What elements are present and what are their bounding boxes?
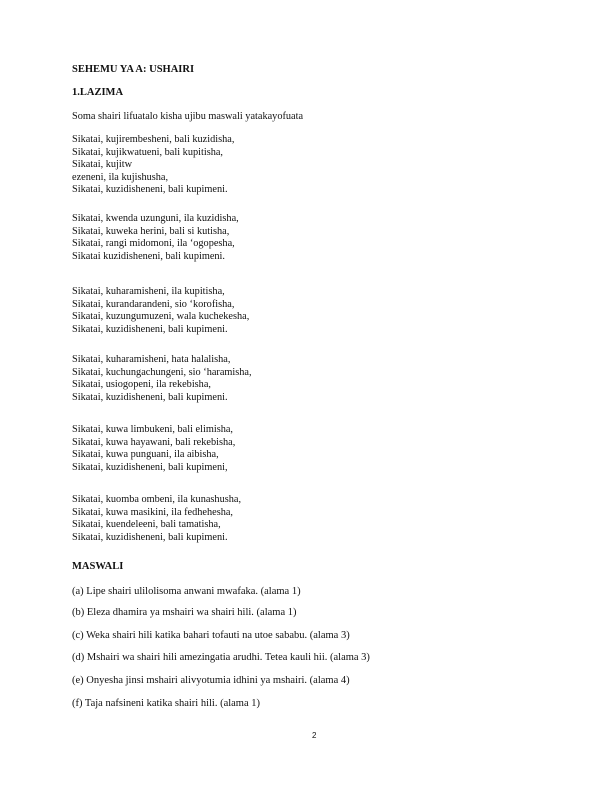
poem-line: Sikatai, kujitw: [72, 159, 133, 171]
question-item: (d) Mshairi wa shairi hili amezingatia arudhi. Tetea kauli hii. (alama 3): [72, 652, 370, 663]
instruction: Soma shairi lifuatalo kisha ujibu maswali yatakayofuata: [72, 111, 304, 122]
poem-line: Sikatai, kuomba ombeni, ila kunashusha,: [72, 494, 242, 505]
stanza: [72, 354, 252, 404]
poem-line: Sikatai, usiogopeni, ila rekebisha,: [72, 379, 211, 391]
section-title: SEHEMU YA A: USHAIRI: [72, 64, 195, 75]
poem-line: Sikatai, kwenda uzunguni, ila kuzidisha,: [72, 213, 239, 224]
poem-line: Sikatai kuzidisheneni, bali kupimeni.: [72, 250, 225, 262]
questions-title: MASWALI: [72, 561, 124, 572]
question-item: (b) Eleza dhamira ya mshairi wa shairi hili. (alama 1): [72, 607, 297, 618]
stanza: [72, 494, 241, 544]
poem-line: ezeneni, ila kujishusha,: [72, 171, 169, 183]
poem-line: Sikatai, kuchungachungeni, sio ‘haramisha,: [72, 366, 252, 378]
poem-line: Sikatai, kuzidisheneni, bali kupimeni.: [72, 391, 228, 403]
poem-line: Sikatai, kuwa limbukeni, bali elimisha,: [72, 424, 234, 435]
poem-line: Sikatai, kuzidisheneni, bali kupimeni.: [72, 184, 228, 196]
poem-line: Sikatai, kuharamisheni, hata halalisha,: [72, 354, 231, 365]
stanza: [72, 134, 234, 197]
poem-line: Sikatai, kuwa hayawani, bali rekebisha,: [72, 436, 236, 448]
stanza: [72, 213, 239, 263]
question-item: (a) Lipe shairi ulilolisoma anwani mwafaka. (alama 1): [72, 586, 301, 597]
poem-line: Sikatai, kurandarandeni, sio ‘korofisha,: [72, 298, 235, 310]
poem-line: Sikatai, kuzidisheneni, bali kupimeni,: [72, 461, 228, 473]
poem-line: Sikatai, kuwa masikini, ila fedhehesha,: [72, 506, 233, 518]
question-item: (f) Taja nafsineni katika shairi hili. (alama 1): [72, 698, 261, 709]
stanza: [72, 286, 249, 336]
question-item: (c) Weka shairi hili katika bahari tofauti na utoe sababu. (alama 3): [72, 630, 350, 641]
page-number: 2: [312, 731, 317, 740]
question-title: 1.LAZIMA: [72, 87, 124, 98]
poem-line: Sikatai, kuzidisheneni, bali kupimeni.: [72, 531, 228, 543]
stanza: [72, 424, 235, 474]
poem-line: Sikatai, kuwa punguani, ila aibisha,: [72, 449, 219, 461]
poem-line: Sikatai, rangi midomoni, ila ‘ogopesha,: [72, 238, 235, 250]
poem-line: Sikatai, kuendeleeni, bali tamatisha,: [72, 519, 221, 531]
poem-line: Sikatai, kuharamisheni, ila kupitisha,: [72, 286, 225, 297]
poem-line: Sikatai, kuweka herini, bali si kutisha,: [72, 225, 230, 237]
poem-line: Sikatai, kuzidisheneni, bali kupimeni.: [72, 323, 228, 335]
poem-line: Sikatai, kuzungumuzeni, wala kuchekesha,: [72, 311, 250, 323]
poem-line: Sikatai, kujikwatueni, bali kupitisha,: [72, 146, 223, 158]
question-item: (e) Onyesha jinsi mshairi alivyotumia idhini ya mshairi. (alama 4): [72, 675, 350, 686]
poem-line: Sikatai, kujirembesheni, bali kuzidisha,: [72, 134, 235, 145]
